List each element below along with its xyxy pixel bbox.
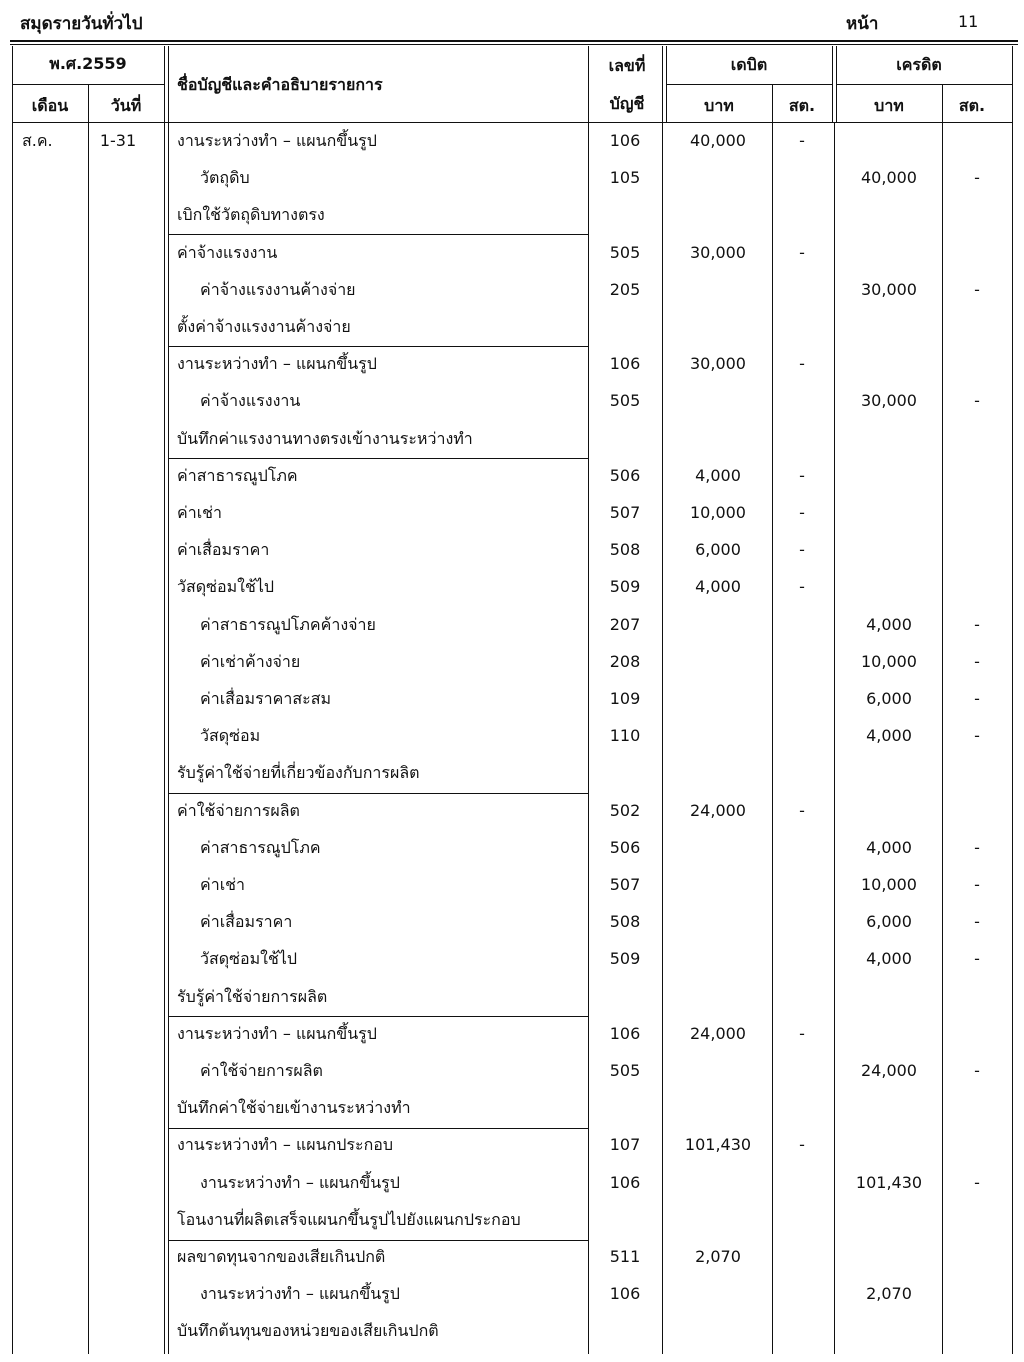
row-account-number: 505 [609, 243, 641, 262]
row-debit-baht: 24,000 [690, 801, 746, 820]
row-description: ค่าเสื่อมราคา [200, 912, 293, 931]
row-credit-baht: 10,000 [861, 652, 917, 671]
row-credit-baht: 30,000 [861, 391, 917, 410]
rule-ref-right [662, 122, 663, 1354]
row-credit-satang: - [974, 391, 980, 410]
row-debit-satang: - [799, 577, 805, 596]
row-description: ค่าเช่า [177, 503, 222, 522]
row-credit-satang: - [974, 1173, 980, 1192]
row-credit-baht: 2,070 [866, 1284, 912, 1303]
entry-month: ส.ค. [22, 131, 53, 150]
row-account-number: 107 [609, 1135, 641, 1154]
row-description: ค่าสาธารณูปโภค [177, 466, 298, 485]
row-account-number: 508 [609, 540, 641, 559]
row-account-number: 505 [609, 1061, 641, 1080]
row-credit-baht: 4,000 [866, 726, 912, 745]
row-debit-satang: - [799, 243, 805, 262]
row-description: ค่าจ้างแรงงาน [177, 243, 278, 262]
row-credit-baht: 4,000 [866, 838, 912, 857]
header-debit: เดบิต [730, 55, 768, 74]
row-credit-satang: - [974, 726, 980, 745]
page-label: หน้า [846, 14, 879, 34]
row-credit-baht: 6,000 [866, 912, 912, 931]
row-description: ค่าเช่า [200, 875, 245, 894]
row-description: งานระหว่างทำ – แผนกขึ้นรูป [200, 1284, 400, 1303]
rule-date-split [12, 84, 164, 85]
row-debit-baht: 10,000 [690, 503, 746, 522]
row-description: เบิกใช้วัตถุดิบทางตรง [177, 205, 325, 224]
header-ref-line1: เลขที่ [608, 56, 646, 75]
row-account-number: 106 [609, 1024, 641, 1043]
row-credit-satang: - [974, 1061, 980, 1080]
rule-debit-split [666, 84, 832, 85]
row-account-number: 207 [609, 615, 641, 634]
row-description: ค่าใช้จ่ายการผลิต [177, 801, 300, 820]
row-description: โอนงานที่ผลิตเสร็จแผนกขึ้นรูปไปยังแผนกประกอบ [177, 1210, 521, 1229]
row-credit-satang: - [974, 949, 980, 968]
row-account-number: 106 [609, 1284, 641, 1303]
rule-debit-right [834, 122, 835, 1354]
rule-desc-left [168, 46, 169, 1354]
entry-separator [168, 1016, 588, 1017]
row-debit-satang: - [799, 503, 805, 522]
top-rule-thin [10, 44, 1018, 45]
entry-separator [168, 458, 588, 459]
row-debit-baht: 101,430 [684, 1135, 752, 1154]
header-description: ชื่อบัญชีและคำอธิบายรายการ [177, 75, 383, 94]
row-account-number: 109 [609, 689, 641, 708]
row-account-number: 507 [609, 503, 641, 522]
row-account-number: 205 [609, 280, 641, 299]
row-description: งานระหว่างทำ – แผนกขึ้นรูป [177, 354, 377, 373]
row-account-number: 106 [609, 131, 641, 150]
row-credit-satang: - [974, 280, 980, 299]
row-description: ค่าเสื่อมราคาสะสม [200, 689, 332, 708]
header-day: วันที่ [110, 96, 142, 115]
row-credit-baht: 30,000 [861, 280, 917, 299]
row-description: งานระหว่างทำ – แผนกขึ้นรูป [177, 131, 377, 150]
row-description: ค่าเสื่อมราคา [177, 540, 270, 559]
row-debit-baht: 6,000 [695, 540, 741, 559]
row-debit-satang: - [799, 466, 805, 485]
row-credit-baht: 4,000 [866, 949, 912, 968]
rule-header-bottom [12, 122, 1012, 123]
row-debit-baht: 2,070 [695, 1247, 741, 1266]
top-rule [10, 40, 1018, 42]
row-debit-satang: - [799, 354, 805, 373]
row-description: วัตถุดิบ [200, 168, 250, 187]
row-debit-satang: - [799, 131, 805, 150]
row-description: บันทึกต้นทุนของหน่วยของเสียเกินปกติ [177, 1321, 439, 1340]
row-debit-baht: 4,000 [695, 466, 741, 485]
row-description: ค่าจ้างแรงงานค้างจ่าย [200, 280, 356, 299]
row-description: งานระหว่างทำ – แผนกขึ้นรูป [200, 1173, 400, 1192]
row-description: วัสดุซ่อมใช้ไป [200, 949, 298, 968]
header-month: เดือน [31, 96, 69, 115]
row-account-number: 507 [609, 875, 641, 894]
row-credit-satang: - [974, 168, 980, 187]
row-description: ค่าสาธารณูปโภค [200, 838, 321, 857]
row-credit-baht: 24,000 [861, 1061, 917, 1080]
row-description: ผลขาดทุนจากของเสียเกินปกติ [177, 1247, 386, 1266]
row-description: งานระหว่างทำ – แผนกขึ้นรูป [177, 1024, 377, 1043]
row-credit-satang: - [974, 912, 980, 931]
rule-credit-satang [942, 84, 943, 1354]
row-account-number: 509 [609, 949, 641, 968]
rule-credit-split [836, 84, 1012, 85]
row-credit-satang: - [974, 875, 980, 894]
row-account-number: 502 [609, 801, 641, 820]
row-description: งานระหว่างทำ – แผนกประกอบ [177, 1135, 394, 1154]
header-credit-satang: สต. [958, 96, 986, 115]
page-number: 11 [958, 12, 979, 31]
row-description: ค่าใช้จ่ายการผลิต [200, 1061, 323, 1080]
header-debit-baht: บาท [704, 96, 734, 115]
row-description: รับรู้ค่าใช้จ่ายที่เกี่ยวข้องกับการผลิต [177, 763, 420, 782]
row-description: ค่าจ้างแรงงาน [200, 391, 301, 410]
row-credit-satang: - [974, 689, 980, 708]
entry-separator [168, 346, 588, 347]
entry-day: 1-31 [99, 131, 137, 150]
header-credit: เครดิต [896, 55, 942, 74]
row-description: ตั้งค่าจ้างแรงงานค้างจ่าย [177, 317, 351, 336]
rule-debit-right-head [832, 46, 833, 122]
row-debit-satang: - [799, 801, 805, 820]
header-credit-baht: บาท [874, 96, 904, 115]
entry-separator [168, 793, 588, 794]
rule-right [1012, 46, 1013, 1354]
row-account-number: 508 [609, 912, 641, 931]
row-description: วัสดุซ่อมใช้ไป [177, 577, 275, 596]
row-debit-baht: 30,000 [690, 354, 746, 373]
row-credit-satang: - [974, 615, 980, 634]
rule-left [12, 46, 13, 1354]
row-account-number: 105 [609, 168, 641, 187]
row-debit-satang: - [799, 1135, 805, 1154]
rule-date-right [164, 46, 165, 1354]
entry-separator [168, 1240, 588, 1241]
row-account-number: 509 [609, 577, 641, 596]
rule-debit-satang [772, 84, 773, 1354]
header-debit-satang: สต. [788, 96, 816, 115]
row-debit-baht: 30,000 [690, 243, 746, 262]
row-description: บันทึกค่าแรงงานทางตรงเข้างานระหว่างทำ [177, 429, 473, 448]
row-description: วัสดุซ่อม [200, 726, 261, 745]
row-account-number: 505 [609, 391, 641, 410]
row-debit-satang: - [799, 1024, 805, 1043]
row-debit-satang: - [799, 540, 805, 559]
row-account-number: 106 [609, 1173, 641, 1192]
row-credit-baht: 10,000 [861, 875, 917, 894]
row-account-number: 506 [609, 838, 641, 857]
journal-title: สมุดรายวันทั่วไป [20, 14, 143, 34]
entry-separator [168, 1128, 588, 1129]
rule-month-day [88, 84, 89, 1354]
header-year: พ.ศ.2559 [49, 54, 127, 73]
row-description: รับรู้ค่าใช้จ่ายการผลิต [177, 987, 328, 1006]
row-debit-baht: 24,000 [690, 1024, 746, 1043]
row-credit-baht: 40,000 [861, 168, 917, 187]
row-debit-baht: 4,000 [695, 577, 741, 596]
row-debit-baht: 40,000 [690, 131, 746, 150]
entry-separator [168, 234, 588, 235]
row-credit-baht: 101,430 [855, 1173, 923, 1192]
row-account-number: 506 [609, 466, 641, 485]
row-credit-satang: - [974, 652, 980, 671]
row-description: ค่าสาธารณูปโภคค้างจ่าย [200, 615, 376, 634]
row-credit-satang: - [974, 838, 980, 857]
row-description: ค่าเช่าค้างจ่าย [200, 652, 301, 671]
row-description: บันทึกค่าใช้จ่ายเข้างานระหว่างทำ [177, 1098, 411, 1117]
row-account-number: 106 [609, 354, 641, 373]
row-credit-baht: 4,000 [866, 615, 912, 634]
row-account-number: 208 [609, 652, 641, 671]
row-credit-baht: 6,000 [866, 689, 912, 708]
row-account-number: 110 [609, 726, 641, 745]
header-ref-line2: บัญชี [609, 94, 645, 113]
row-account-number: 511 [609, 1247, 641, 1266]
